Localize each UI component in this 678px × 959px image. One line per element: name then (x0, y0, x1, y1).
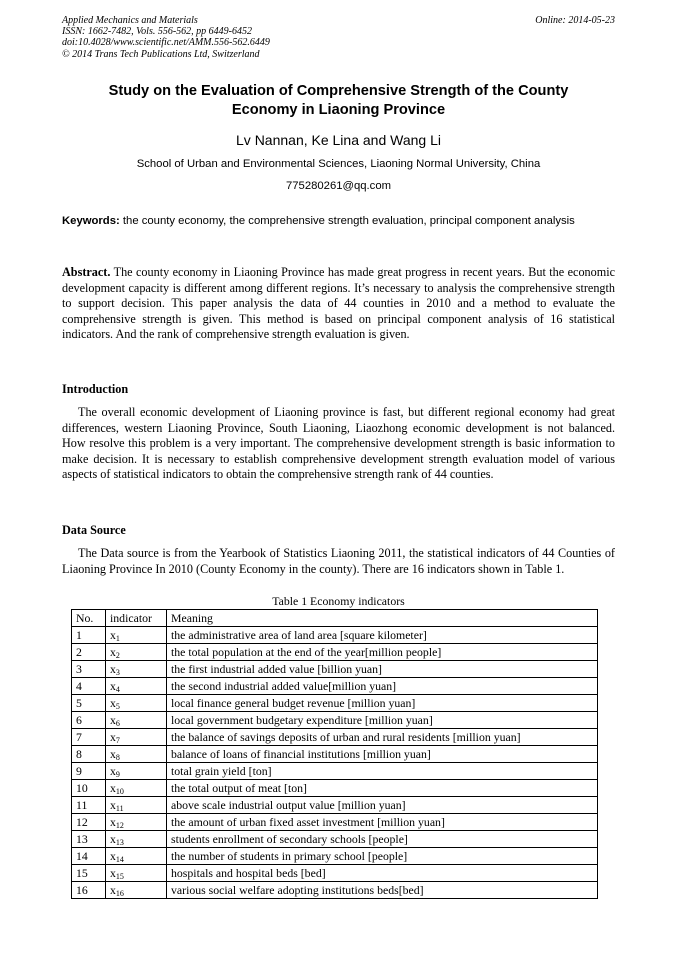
indicator-var: x (110, 781, 116, 795)
row-indicator (106, 644, 167, 661)
row-meaning: the administrative area of land area [square kilometer] (167, 627, 598, 644)
row-indicator (106, 797, 167, 814)
row-meaning: students enrollment of secondary schools [people] (167, 831, 598, 848)
indicator-var: x (110, 764, 116, 778)
row-indicator (106, 848, 167, 865)
authors: Lv Nannan, Ke Lina and Wang Li (236, 132, 441, 148)
indicator-var: x (110, 679, 116, 693)
table-row (72, 763, 598, 780)
table-row (72, 661, 598, 678)
row-number: 4 (72, 678, 106, 695)
issn: ISSN: 1662-7482, Vols. 556-562, pp 6449-6452 (62, 26, 252, 38)
row-meaning: the total output of meat [ton] (167, 780, 598, 797)
row-meaning: the total population at the end of the year[million people] (167, 644, 598, 661)
row-indicator (106, 882, 167, 899)
introduction-heading: Introduction (62, 382, 129, 396)
abstract (62, 265, 615, 343)
indicator-subscript: 6 (115, 719, 120, 728)
indicator-var: x (110, 815, 116, 829)
data-source-heading: Data Source (62, 523, 126, 537)
indicator-subscript: 5 (115, 702, 120, 711)
affiliation: School of Urban and Environmental Sciences, Liaoning Normal University, China (136, 158, 541, 170)
row-indicator (106, 678, 167, 695)
table-caption: Table 1 Economy indicators (272, 594, 405, 608)
row-number: 9 (72, 763, 106, 780)
row-meaning: balance of loans of financial institutions [million yuan] (167, 746, 598, 763)
table-row (72, 746, 598, 763)
indicator-var: x (110, 645, 116, 659)
indicator-var: x (110, 883, 116, 897)
introduction-text: The overall economic development of Liaoning province is fast, but different regional economy had great differences, western Liaoning Province, South Liaoning, Liaozhong economic development is not balanced. How resolve this problem is a very important. The comprehensive development strength is basic information to make decision. It is necessary to establish comprehensive development strength evaluation model of various aspects of statistical indicators to obtain the comprehensive strength rank of 44 counties. (62, 405, 615, 481)
table-row (72, 848, 598, 865)
table-row (72, 780, 598, 797)
row-number: 12 (72, 814, 106, 831)
row-indicator (106, 627, 167, 644)
indicator-var: x (110, 866, 116, 880)
row-number: 6 (72, 712, 106, 729)
data-source-text: The Data source is from the Yearbook of Statistics Liaoning 2011, the statistical indicators of 44 Counties of Liaoning Province In 2010 (County Economy in the county). There are 16 indicators shown in Table 1. (62, 546, 615, 576)
row-indicator (106, 712, 167, 729)
indicator-subscript: 15 (115, 872, 124, 881)
row-indicator (106, 780, 167, 797)
indicator-subscript: 16 (115, 889, 124, 898)
table-row (72, 627, 598, 644)
table-row (72, 678, 598, 695)
row-number: 5 (72, 695, 106, 712)
indicator-var: x (110, 747, 116, 761)
indicator-var: x (110, 696, 116, 710)
row-indicator (106, 729, 167, 746)
keywords (62, 214, 615, 229)
header-indicator: indicator (106, 610, 167, 627)
row-indicator (106, 661, 167, 678)
row-number: 15 (72, 865, 106, 882)
indicator-subscript: 2 (115, 651, 120, 660)
table-header-row (72, 610, 598, 627)
table-row (72, 865, 598, 882)
doi: doi:10.4028/www.scientific.net/AMM.556-562.6449 (62, 37, 270, 49)
row-number: 8 (72, 746, 106, 763)
table-row (72, 644, 598, 661)
indicator-subscript: 14 (115, 855, 124, 864)
indicator-var: x (110, 849, 116, 863)
row-indicator (106, 695, 167, 712)
row-number: 11 (72, 797, 106, 814)
economy-indicators-table (71, 609, 598, 899)
row-number: 3 (72, 661, 106, 678)
row-number: 7 (72, 729, 106, 746)
indicator-subscript: 13 (115, 838, 124, 847)
row-meaning: the balance of savings deposits of urban and rural residents [million yuan] (167, 729, 598, 746)
title-line-1: Study on the Evaluation of Comprehensive Strength of the County (108, 83, 569, 99)
title-line-2: Economy in Liaoning Province (231, 102, 446, 118)
indicator-subscript: 3 (115, 668, 120, 677)
email: 775280261@qq.com (285, 180, 392, 192)
indicator-subscript: 8 (115, 753, 120, 762)
row-meaning: various social welfare adopting institutions beds[bed] (167, 882, 598, 899)
indicator-subscript: 12 (115, 821, 124, 830)
indicator-var: x (110, 730, 116, 744)
row-indicator (106, 831, 167, 848)
table-row (72, 882, 598, 899)
indicator-subscript: 11 (115, 804, 124, 813)
row-meaning: the second industrial added value[million yuan] (167, 678, 598, 695)
row-indicator (106, 763, 167, 780)
indicator-var: x (110, 832, 116, 846)
row-indicator (106, 814, 167, 831)
online-date: Online: 2014-05-23 (535, 15, 615, 26)
table-row (72, 797, 598, 814)
row-meaning: local government budgetary expenditure [million yuan] (167, 712, 598, 729)
keywords-label: Keywords: (62, 215, 120, 227)
row-number: 2 (72, 644, 106, 661)
row-number: 10 (72, 780, 106, 797)
journal-name: Applied Mechanics and Materials (62, 15, 198, 26)
indicator-var: x (110, 798, 116, 812)
row-meaning: the first industrial added value [billion yuan] (167, 661, 598, 678)
indicator-subscript: 10 (115, 787, 124, 796)
row-number: 16 (72, 882, 106, 899)
abstract-text: The county economy in Liaoning Province has made great progress in recent years. But the economic development capacity is different among different regions. It’s necessary to analysis the comprehensive strength to support decision. This paper analysis the data of 44 counties in 2010 and a method to evaluate the comprehensive strength is given. This method is based on principal component analysis of 16 statistical indicators. And the rank of comprehensive strength evaluation is given. (62, 265, 615, 341)
abstract-label: Abstract. (62, 265, 111, 279)
page-header (62, 15, 615, 60)
indicator-var: x (110, 628, 116, 642)
row-number: 13 (72, 831, 106, 848)
copyright: © 2014 Trans Tech Publications Ltd, Switzerland (62, 48, 260, 60)
indicator-subscript: 9 (115, 770, 120, 779)
indicator-subscript: 1 (115, 634, 120, 643)
row-indicator (106, 865, 167, 882)
header-meaning: Meaning (167, 610, 598, 627)
table-row (72, 814, 598, 831)
row-indicator (106, 746, 167, 763)
indicator-var: x (110, 713, 116, 727)
row-meaning: hospitals and hospital beds [bed] (167, 865, 598, 882)
indicator-subscript: 7 (115, 736, 120, 745)
row-meaning: above scale industrial output value [million yuan] (167, 797, 598, 814)
table-row (72, 712, 598, 729)
table-row (72, 729, 598, 746)
indicator-subscript: 4 (115, 685, 120, 694)
keywords-text: the county economy, the comprehensive strength evaluation, principal component analysis (119, 215, 575, 227)
row-meaning: local finance general budget revenue [million yuan] (167, 695, 598, 712)
header-no: No. (72, 610, 106, 627)
row-number: 14 (72, 848, 106, 865)
table-row (72, 831, 598, 848)
row-meaning: total grain yield [ton] (167, 763, 598, 780)
row-number: 1 (72, 627, 106, 644)
row-meaning: the number of students in primary school [people] (167, 848, 598, 865)
table-row (72, 695, 598, 712)
row-meaning: the amount of urban fixed asset investment [million yuan] (167, 814, 598, 831)
paper-title (62, 82, 615, 120)
indicator-var: x (110, 662, 116, 676)
